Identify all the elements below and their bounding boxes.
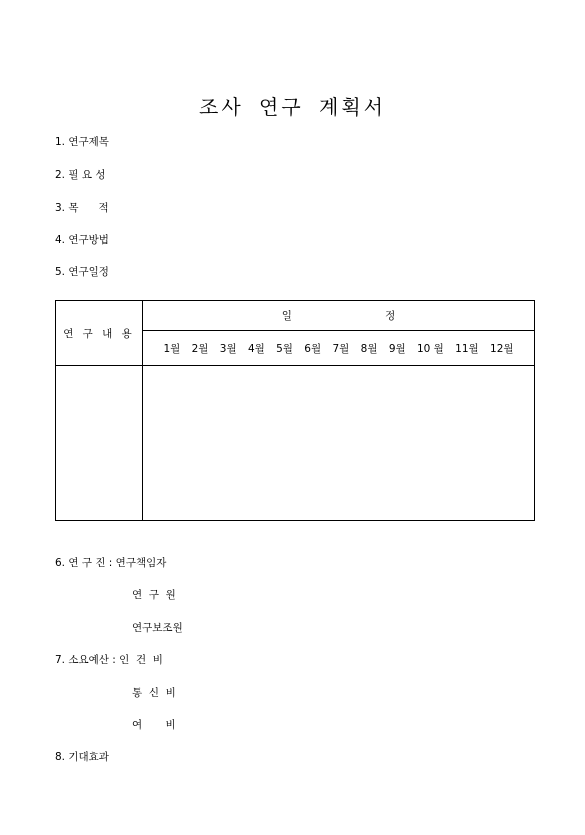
month-label: 10 월	[416, 342, 444, 355]
month-label: 3월	[219, 342, 237, 355]
section-schedule: 5. 연구일정	[55, 266, 109, 278]
section-budget: 7. 소요예산 : 인 건 비	[55, 654, 163, 666]
schedule-table	[55, 300, 535, 521]
month-label: 11월	[455, 342, 479, 355]
document-title: 조사 연구 계획서	[199, 95, 386, 119]
budget-communication: 통 신 비	[132, 687, 176, 699]
month-label: 7월	[332, 342, 350, 355]
month-label: 2월	[191, 342, 209, 355]
research-content-header: 연 구 내 용	[56, 301, 143, 366]
staff-assistant: 연구보조원	[132, 622, 183, 634]
section-research-staff: 6. 연 구 진 : 연구책임자	[55, 557, 167, 569]
month-label: 8월	[360, 342, 378, 355]
section-necessity: 2. 필 요 성	[55, 169, 106, 181]
months-row	[143, 331, 535, 366]
month-label: 12월	[490, 342, 514, 355]
month-label: 5월	[276, 342, 293, 355]
budget-travel: 여 비	[132, 719, 176, 731]
month-label: 4월	[247, 342, 265, 355]
section-expected-effect: 8. 기대효과	[55, 751, 109, 763]
section-method: 4. 연구방법	[55, 234, 109, 246]
month-label: 6월	[304, 342, 322, 355]
research-content-cell[interactable]	[56, 366, 143, 521]
schedule-header	[143, 301, 535, 331]
month-label: 1월	[163, 342, 181, 355]
schedule-header-char-2: 정	[385, 310, 396, 322]
month-label: 9월	[388, 342, 406, 355]
section-research-title: 1. 연구제목	[55, 136, 109, 148]
section-purpose: 3. 목 적	[55, 202, 109, 214]
schedule-header-char-1: 일	[281, 310, 292, 322]
staff-researcher: 연 구 원	[132, 589, 176, 601]
schedule-cell[interactable]	[143, 366, 535, 521]
